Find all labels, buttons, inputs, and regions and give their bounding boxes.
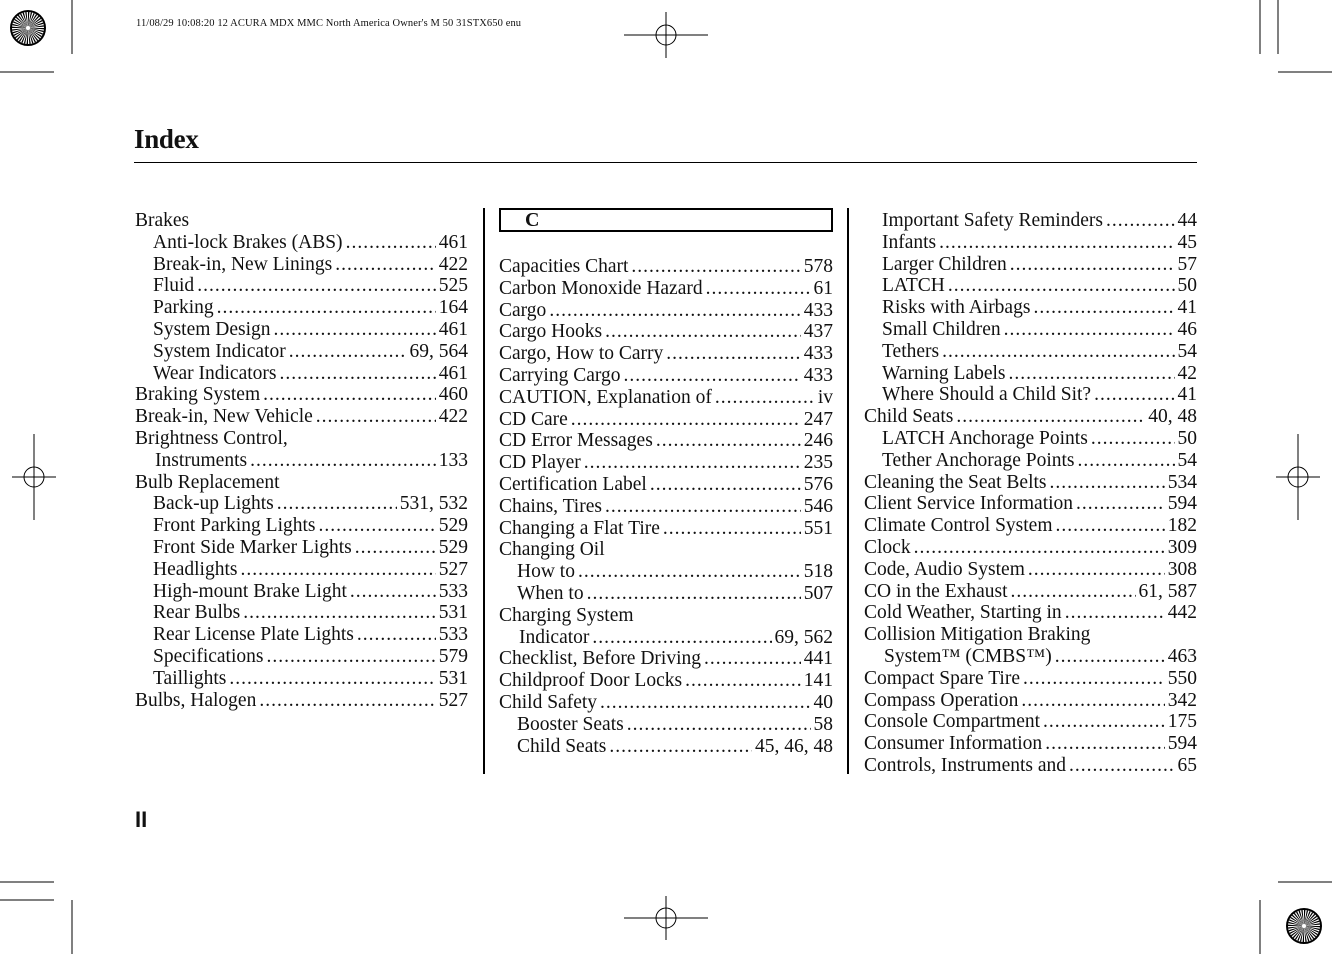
index-entry-term: Child Seats — [864, 406, 954, 428]
index-entry-page: 54 — [1177, 340, 1197, 362]
dot-leader — [355, 537, 436, 559]
index-entry-term: Specifications — [153, 645, 264, 667]
index-entry-page: 433 — [803, 343, 833, 365]
index-entry — [864, 515, 1197, 537]
index-entry-page: 461 — [438, 318, 468, 340]
index-entry-page: 54 — [1177, 449, 1197, 471]
index-entry-page: 461 — [438, 231, 468, 253]
index-entry-term: Cargo, How to Carry — [499, 343, 664, 365]
index-entry — [499, 518, 833, 540]
index-entry — [135, 690, 468, 712]
index-entry-page: 69, 564 — [409, 340, 468, 362]
index-entry-term: Back-up Lights — [153, 493, 274, 515]
index-entry — [499, 561, 833, 583]
index-entry-page: 527 — [438, 558, 468, 580]
index-entry — [135, 363, 468, 385]
index-entry — [864, 690, 1197, 712]
index-entry — [864, 254, 1197, 276]
dot-leader — [939, 232, 1174, 254]
index-entry — [864, 297, 1197, 319]
index-entry-term: Bulb Replacement — [135, 471, 280, 493]
index-entry-page: 246 — [803, 430, 833, 452]
index-entry — [499, 387, 833, 409]
dot-leader — [584, 452, 801, 474]
index-entry — [864, 624, 1197, 646]
index-entry-term: Braking System — [135, 384, 261, 406]
index-entry — [864, 646, 1197, 668]
dot-leader — [217, 297, 436, 319]
index-entry-page: 461 — [438, 362, 468, 384]
index-entry-page: 44 — [1177, 210, 1197, 231]
dot-leader — [277, 493, 397, 515]
index-entry-page: 182 — [1167, 515, 1197, 537]
dot-leader — [914, 537, 1165, 559]
dot-leader — [706, 278, 811, 300]
index-entry-page: 578 — [803, 256, 833, 277]
dot-leader — [942, 341, 1174, 363]
index-entry-term: Cargo Hooks — [499, 321, 603, 343]
index-entry-page: 594 — [1167, 493, 1197, 515]
index-entry-page: 527 — [438, 689, 468, 711]
index-entry — [135, 668, 468, 690]
dot-leader — [274, 319, 436, 341]
index-entry-page: 41 — [1177, 297, 1197, 319]
index-entry-term: CD Error Messages — [499, 430, 653, 452]
page-title: Index — [134, 124, 199, 154]
index-entry-term: Instruments — [155, 449, 248, 471]
index-entry-page: 551 — [803, 517, 833, 539]
index-entry-term: Consumer Information — [864, 733, 1043, 755]
index-column-3 — [864, 210, 1197, 777]
index-entry-page: 342 — [1167, 689, 1197, 711]
dot-leader — [1069, 755, 1174, 777]
index-entry-term: Break-in, New Linings — [153, 253, 333, 275]
dot-leader — [956, 406, 1145, 428]
dot-leader — [1076, 493, 1165, 515]
index-entry-term: Tethers — [882, 340, 940, 362]
index-entry-term: CO in the Exhaust — [864, 580, 1008, 602]
column-divider — [483, 208, 485, 774]
index-entry-term: Parking — [153, 297, 214, 319]
index-entry-page: 579 — [438, 645, 468, 667]
index-entry-term: Where Should a Child Sit? — [882, 384, 1092, 406]
dot-leader — [289, 341, 407, 363]
index-entry-page: 518 — [803, 561, 833, 583]
index-entry — [135, 472, 468, 494]
index-entry — [499, 496, 833, 518]
index-entry-page: 507 — [803, 582, 833, 604]
index-entry-term: Clock — [864, 536, 911, 558]
index-entry — [864, 733, 1197, 755]
dot-leader — [1065, 602, 1165, 624]
dot-leader — [1033, 297, 1174, 319]
index-entry-term: When to — [517, 582, 584, 604]
index-entry — [864, 406, 1197, 428]
index-entry-term: Cold Weather, Starting in — [864, 602, 1062, 624]
index-entry-term: Risks with Airbags — [882, 297, 1031, 319]
dot-leader — [259, 690, 435, 712]
index-entry — [499, 670, 833, 692]
index-entry — [499, 583, 833, 605]
dot-leader — [948, 275, 1175, 297]
index-entry-page: 40 — [813, 691, 833, 713]
index-entry-page: 61 — [813, 277, 833, 299]
index-entry-page: 41 — [1177, 384, 1197, 406]
index-entry — [135, 515, 468, 537]
index-entry — [499, 278, 833, 300]
index-entry-term: Important Safety Reminders — [882, 210, 1103, 231]
index-entry — [135, 406, 468, 428]
dot-leader — [280, 363, 436, 385]
dot-leader — [240, 559, 435, 581]
index-entry — [499, 321, 833, 343]
dot-leader — [666, 343, 800, 365]
index-entry-term: Brightness Control, — [135, 427, 288, 449]
dot-leader — [1010, 254, 1175, 276]
index-entry-term: Code, Audio System — [864, 558, 1025, 580]
index-entry — [135, 428, 468, 450]
dot-leader — [715, 387, 815, 409]
index-entry-page: 529 — [438, 536, 468, 558]
index-entry — [499, 714, 833, 736]
index-entry — [864, 537, 1197, 559]
index-entry-term: Carbon Monoxide Hazard — [499, 277, 703, 299]
index-entry-page: 533 — [438, 624, 468, 646]
dot-leader — [592, 627, 771, 649]
index-entry — [864, 472, 1197, 494]
index-entry-page: 437 — [803, 321, 833, 343]
index-entry — [499, 539, 833, 561]
index-column-1 — [135, 210, 468, 711]
index-entry — [499, 605, 833, 627]
index-entry — [135, 493, 468, 515]
index-entry-term: Collision Mitigation Braking — [864, 624, 1091, 646]
index-entry — [135, 319, 468, 341]
index-entry-term: Cleaning the Seat Belts — [864, 471, 1047, 493]
index-entry — [864, 319, 1197, 341]
index-entry-term: Fluid — [153, 275, 195, 297]
index-entry-term: Larger Children — [882, 253, 1007, 275]
dot-leader — [1028, 559, 1165, 581]
dot-leader — [250, 450, 436, 472]
section-letter-box: C — [499, 208, 833, 232]
index-entry-page: 308 — [1167, 558, 1197, 580]
index-entry-page: 441 — [803, 648, 833, 670]
registration-target-icon — [11, 11, 45, 45]
index-entry-term: System Indicator — [153, 340, 286, 362]
index-entry — [864, 581, 1197, 603]
dot-leader — [1004, 319, 1175, 341]
index-entry-page: 442 — [1167, 602, 1197, 624]
index-entry-page: 69, 562 — [774, 626, 833, 648]
index-entry-term: Console Compartment — [864, 711, 1041, 733]
dot-leader — [605, 496, 801, 518]
index-entry-term: Headlights — [153, 558, 238, 580]
dot-leader — [627, 714, 811, 736]
index-entry-page: 61, 587 — [1138, 580, 1197, 602]
index-entry-page: iv — [817, 386, 833, 408]
index-entry — [135, 624, 468, 646]
index-entry-page: 529 — [438, 515, 468, 537]
index-entry-term: Child Seats — [517, 735, 607, 757]
index-entry — [135, 341, 468, 363]
index-entry — [864, 210, 1197, 232]
print-header-meta: 11/08/29 10:08:20 12 ACURA MDX MMC North America Owner's M 50 31STX650 enu — [136, 18, 522, 29]
index-entry-page: 65 — [1177, 754, 1197, 776]
index-entry-page: 531 — [438, 602, 468, 624]
index-entry-term: System™ (CMBS™) — [884, 645, 1052, 667]
dot-leader — [578, 561, 801, 583]
dot-leader — [631, 256, 800, 278]
index-entry-term: Warning Labels — [882, 362, 1006, 384]
dot-leader — [1094, 384, 1174, 406]
index-entry-term: Front Parking Lights — [153, 515, 316, 537]
index-entry — [864, 232, 1197, 254]
index-entry-page: 546 — [803, 495, 833, 517]
dot-leader — [624, 365, 801, 387]
index-entry-term: Controls, Instruments and — [864, 754, 1067, 776]
index-entry-page: 309 — [1167, 536, 1197, 558]
index-entry-term: Cargo — [499, 299, 547, 321]
dot-leader — [1056, 515, 1165, 537]
index-entry-page: 460 — [438, 384, 468, 406]
index-entry-term: Taillights — [153, 667, 227, 689]
index-entry-term: System Design — [153, 318, 271, 340]
index-entry — [864, 363, 1197, 385]
index-entry-term: Bulbs, Halogen — [135, 689, 257, 711]
index-entry — [864, 428, 1197, 450]
index-entry-page: 45, 46, 48 — [755, 735, 833, 757]
index-entry — [499, 474, 833, 496]
index-entry-term: Client Service Information — [864, 493, 1074, 515]
index-entry — [499, 736, 833, 758]
dot-leader — [1045, 733, 1165, 755]
page-number: II — [135, 807, 148, 832]
index-entry-page: 533 — [438, 580, 468, 602]
index-entry — [135, 384, 468, 406]
dot-leader — [1078, 450, 1175, 472]
index-entry-term: Climate Control System — [864, 515, 1053, 537]
index-entry-page: 531 — [438, 667, 468, 689]
index-entry-term: Certification Label — [499, 473, 647, 495]
dot-leader — [571, 409, 801, 431]
index-entry-term: High-mount Brake Light — [153, 580, 347, 602]
index-entry-term: Chains, Tires — [499, 495, 602, 517]
index-entry-term: Child Safety — [499, 691, 598, 713]
dot-leader — [600, 692, 810, 714]
index-entry — [135, 254, 468, 276]
dot-leader — [316, 406, 436, 428]
index-entry-term: Front Side Marker Lights — [153, 536, 352, 558]
index-entry — [864, 275, 1197, 297]
index-entry-page: 531, 532 — [399, 493, 468, 515]
index-entry-page: 50 — [1177, 427, 1197, 449]
dot-leader — [1050, 472, 1165, 494]
index-entry-term: Compact Spare Tire — [864, 667, 1020, 689]
index-entry — [135, 210, 468, 232]
index-entry-term: CD Care — [499, 408, 568, 430]
dot-leader — [704, 648, 801, 670]
dot-leader — [243, 602, 436, 624]
index-entry-term: Charging System — [499, 604, 634, 626]
dot-leader — [350, 581, 436, 603]
dot-leader — [650, 474, 801, 496]
index-entry-term: Infants — [882, 231, 937, 253]
index-entry — [499, 343, 833, 365]
dot-leader — [1106, 210, 1175, 232]
dot-leader — [266, 646, 435, 668]
index-entry-page: 525 — [438, 275, 468, 297]
index-column-2 — [499, 208, 833, 757]
index-entry — [135, 581, 468, 603]
index-entry — [135, 275, 468, 297]
index-entry-term: Capacities Chart — [499, 256, 629, 277]
index-entry-page: 42 — [1177, 362, 1197, 384]
index-entry — [499, 452, 833, 474]
title-rule — [134, 162, 1197, 163]
index-entry-page: 247 — [803, 408, 833, 430]
index-entry — [864, 450, 1197, 472]
index-entry — [499, 430, 833, 452]
index-entry — [499, 409, 833, 431]
index-entry — [135, 232, 468, 254]
index-entry-term: Childproof Door Locks — [499, 670, 683, 692]
index-entry-page: 576 — [803, 473, 833, 495]
index-entry-term: Changing Oil — [499, 539, 605, 561]
index-entry-term: Carrying Cargo — [499, 364, 621, 386]
index-entry — [135, 537, 468, 559]
index-entry-term: LATCH — [882, 275, 945, 297]
index-entry-page: 57 — [1177, 253, 1197, 275]
index-entry-term: CD Player — [499, 452, 581, 474]
index-entry-term: Wear Indicators — [153, 362, 277, 384]
dot-leader — [229, 668, 435, 690]
index-entry-page: 433 — [803, 364, 833, 386]
index-entry-page: 175 — [1167, 711, 1197, 733]
index-entry-page: 463 — [1167, 645, 1197, 667]
dot-leader — [609, 736, 752, 758]
index-entry-page: 50 — [1177, 275, 1197, 297]
index-entry — [864, 668, 1197, 690]
dot-leader — [605, 321, 801, 343]
index-entry-term: Brakes — [135, 210, 190, 231]
index-entry-page: 594 — [1167, 733, 1197, 755]
index-entry — [864, 559, 1197, 581]
index-entry-page: 46 — [1177, 318, 1197, 340]
index-entry — [499, 648, 833, 670]
index-entry-term: Small Children — [882, 318, 1001, 340]
index-entry — [499, 365, 833, 387]
index-entry — [864, 341, 1197, 363]
index-entry — [864, 711, 1197, 733]
index-entry — [135, 559, 468, 581]
index-entry-term: Tether Anchorage Points — [882, 449, 1075, 471]
dot-leader — [1023, 668, 1165, 690]
index-entry — [864, 384, 1197, 406]
dot-leader — [587, 583, 801, 605]
index-entry-page: 550 — [1167, 667, 1197, 689]
index-entry-page: 58 — [813, 713, 833, 735]
index-entry-term: Compass Operation — [864, 689, 1019, 711]
index-entry — [135, 450, 468, 472]
dot-leader — [1043, 711, 1165, 733]
index-entry — [499, 300, 833, 322]
index-entry — [135, 602, 468, 624]
index-entry-term: CAUTION, Explanation of — [499, 386, 712, 408]
index-entry-page: 422 — [438, 253, 468, 275]
index-entry-term: Indicator — [519, 626, 590, 648]
column-divider — [847, 208, 849, 774]
dot-leader — [1055, 646, 1165, 668]
dot-leader — [1021, 690, 1164, 712]
index-entry-page: 45 — [1177, 231, 1197, 253]
index-entry-page: 133 — [438, 449, 468, 471]
index-entry-term: Rear License Plate Lights — [153, 624, 354, 646]
index-entry-page: 164 — [438, 297, 468, 319]
dot-leader — [656, 430, 801, 452]
index-entry-term: LATCH Anchorage Points — [882, 427, 1088, 449]
index-entry-term: Changing a Flat Tire — [499, 517, 660, 539]
registration-target-icon — [1287, 909, 1321, 943]
index-entry-term: Checklist, Before Driving — [499, 648, 701, 670]
dot-leader — [319, 515, 436, 537]
index-entry-page: 235 — [803, 452, 833, 474]
dot-leader — [549, 300, 800, 322]
index-entry — [864, 493, 1197, 515]
dot-leader — [1009, 363, 1175, 385]
dot-leader — [263, 384, 436, 406]
index-entry-term: Anti-lock Brakes (ABS) — [153, 231, 343, 253]
dot-leader — [1091, 428, 1175, 450]
index-entry — [135, 297, 468, 319]
index-entry — [864, 602, 1197, 624]
index-entry — [135, 646, 468, 668]
dot-leader — [685, 670, 801, 692]
index-entry-page: 141 — [803, 670, 833, 692]
dot-leader — [1011, 581, 1136, 603]
index-entry-page: 422 — [438, 406, 468, 428]
index-entry-page: 40, 48 — [1148, 406, 1197, 428]
index-entry — [864, 755, 1197, 777]
index-entry-page: 534 — [1167, 471, 1197, 493]
index-entry-term: Rear Bulbs — [153, 602, 241, 624]
index-entry — [499, 692, 833, 714]
index-entry-page: 433 — [803, 299, 833, 321]
index-entry — [499, 256, 833, 278]
index-entry-term: Booster Seats — [517, 713, 624, 735]
dot-leader — [346, 232, 436, 254]
dot-leader — [357, 624, 436, 646]
dot-leader — [663, 518, 801, 540]
dot-leader — [197, 275, 436, 297]
index-entry — [499, 627, 833, 649]
dot-leader — [335, 254, 435, 276]
index-entry-term: Break-in, New Vehicle — [135, 406, 313, 428]
index-entry-term: How to — [517, 561, 575, 583]
